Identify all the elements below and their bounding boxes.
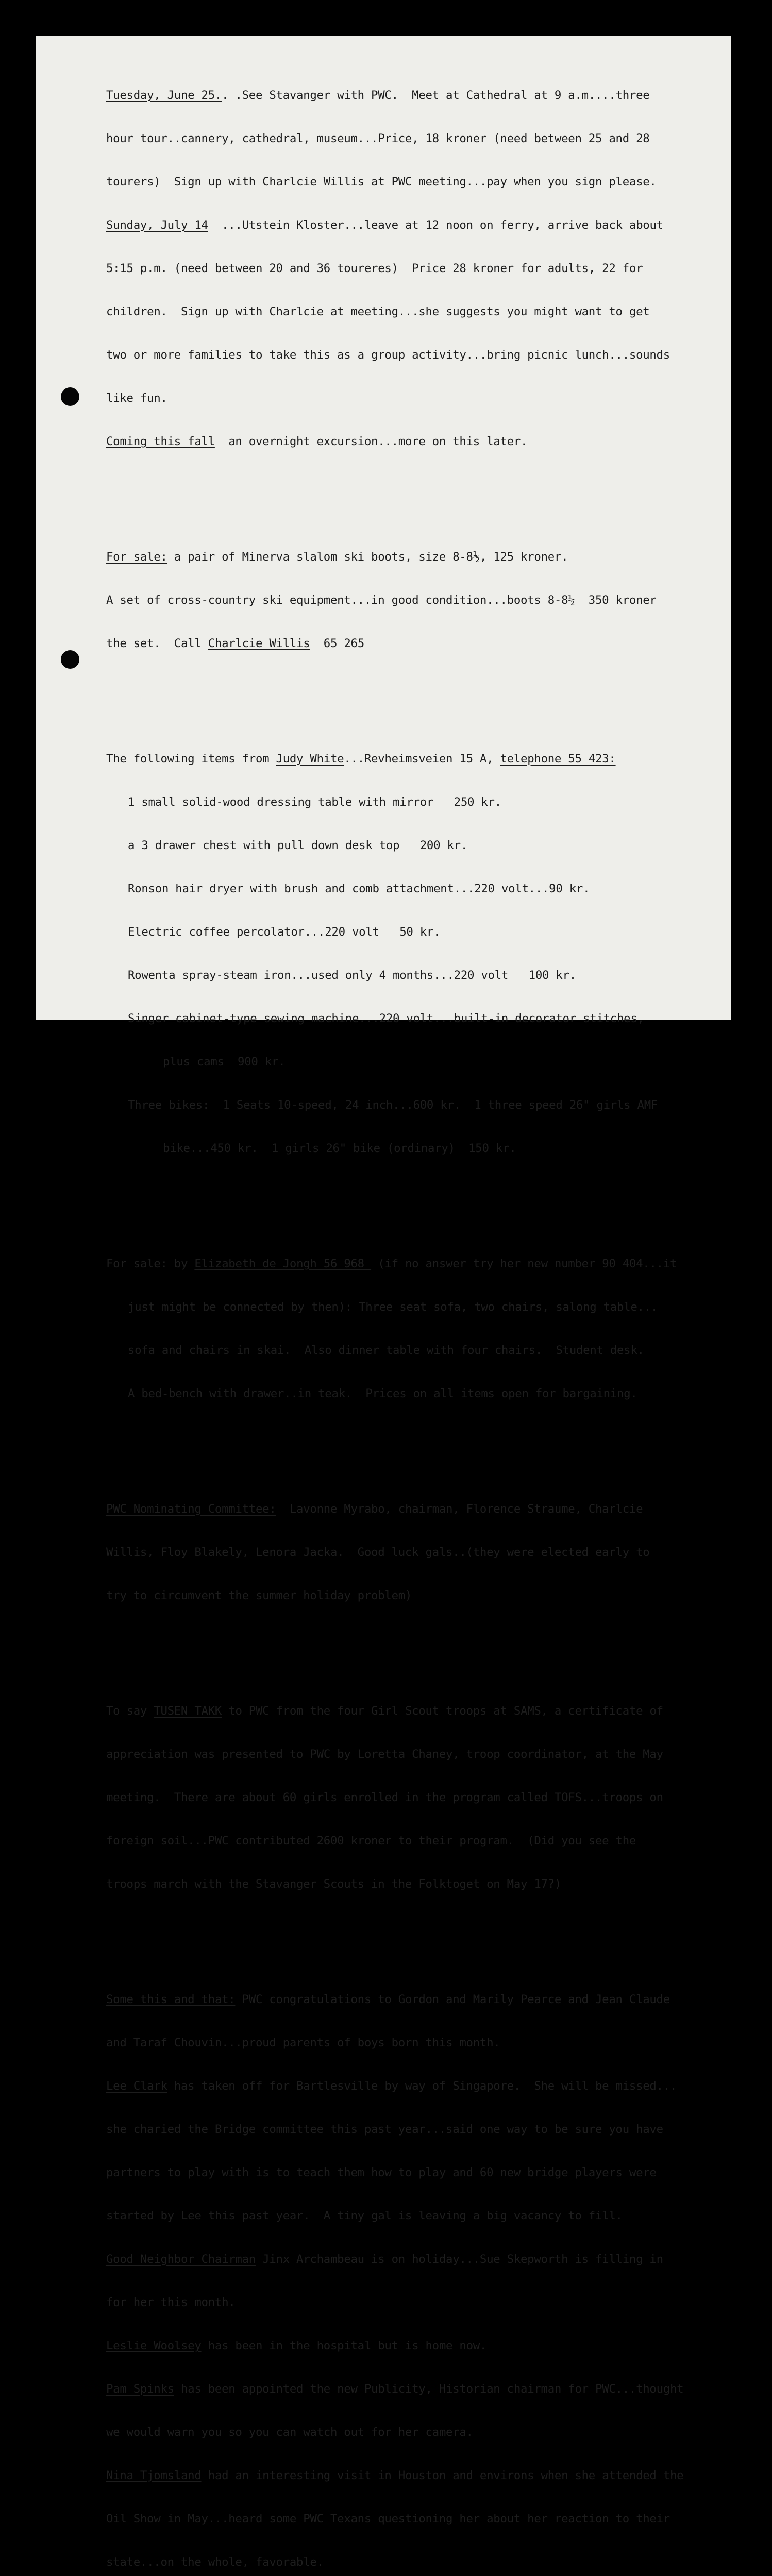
text-line: started by Lee this past year. A tiny gal is leaving a big vacancy to fill. (106, 2209, 623, 2223)
list-item-continuation: bike...450 kr. 1 girls 26" bike (ordinary) 150 kr. (163, 1142, 516, 1155)
punch-hole-bottom (61, 650, 79, 669)
list-item: Ronson hair dryer with brush and comb attachment...220 volt...90 kr. (128, 882, 590, 895)
text-line: Oil Show in May...heard some PWC Texans questioning her about her reaction to their (106, 2512, 670, 2526)
text-line: Lee Clark has taken off for Bartlesville by way of Singapore. She will be missed... (106, 2079, 677, 2093)
text-line: Sunday, July 14 ...Utstein Kloster...leave at 12 noon on ferry, arrive back about (106, 218, 663, 232)
text-line: 5:15 p.m. (need between 20 and 36 toureres) Price 28 kroner for adults, 22 for (106, 262, 643, 275)
contact-name: Judy White (276, 752, 344, 766)
heading-lee-clark: Lee Clark (106, 2079, 167, 2093)
text-line: sofa and chairs in skai. Also dinner table with four chairs. Student desk. (128, 1344, 644, 1357)
text-line: Tuesday, June 25.. .See Stavanger with PWC. Meet at Cathedral at 9 a.m....three (106, 89, 650, 102)
text-line: PWC Nominating Committee: Lavonne Myrabo, chairman, Florence Straume, Charlcie (106, 1502, 643, 1516)
text-line: To say TUSEN TAKK to PWC from the four Girl Scout troops at SAMS, a certificate of (106, 1704, 663, 1718)
text-line: Leslie Woolsey has been in the hospital but is home now. (106, 2339, 487, 2352)
text-line: appreciation was presented to PWC by Loretta Chaney, troop coordinator, at the May (106, 1748, 663, 1761)
text-line: partners to play with is to teach them how to play and 60 new bridge players were (106, 2166, 657, 2179)
text-line: Some this and that: PWC congratulations to Gordon and Marily Pearce and Jean Claude (106, 1993, 670, 2006)
document-page (36, 36, 731, 2569)
text-line: Nina Tjomsland had an interesting visit in Houston and environs when she attended the (106, 2469, 684, 2482)
text-line: foreign soil...PWC contributed 2600 kroner to their program. (Did you see the (106, 1834, 636, 1848)
heading-sunday: Sunday, July 14 (106, 218, 208, 232)
text-line: two or more families to take this as a group activity...bring picnic lunch...sounds (106, 348, 670, 362)
text-line: A bed-bench with drawer..in teak. Prices on all items open for bargaining. (128, 1387, 637, 1400)
text-line: meeting. There are about 60 girls enrolled in the program called TOFS...troops on (106, 1791, 663, 1804)
heading-leslie: Leslie Woolsey (106, 2339, 202, 2352)
list-item: Electric coffee percolator...220 volt 50 kr. (128, 925, 441, 939)
text-line: and Taraf Chouvin...proud parents of boys born this month. (106, 2036, 500, 2049)
text-line: The following items from Judy White...Revheimsveien 15 A, telephone 55 423: (106, 752, 616, 766)
text-line: Willis, Floy Blakely, Lenora Jacka. Good luck gals..(they were elected early to (106, 1546, 650, 1559)
list-item: Three bikes: 1 Seats 10-speed, 24 inch...600 kr. 1 three speed 26" girls AMF (128, 1098, 658, 1112)
contact-name: Elizabeth de Jongh 56 968 (194, 1257, 372, 1270)
text-line: the set. Call Charlcie Willis 65 265 (106, 637, 364, 650)
heading-pam: Pam Spinks (106, 2382, 174, 2396)
contact-telephone: telephone 55 423: (500, 752, 616, 766)
text-line: A set of cross-country ski equipment...in good condition...boots 8-8½ 350 kroner (106, 594, 657, 607)
text-line: state...on the whole, favorable. (106, 2555, 324, 2569)
text-line: tourers) Sign up with Charlcie Willis at PWC meeting...pay when you sign please. (106, 175, 657, 189)
text-line: we would warn you so you can watch out for her camera. (106, 2426, 473, 2439)
text-line: for her this month. (106, 2296, 236, 2309)
list-item: Rowenta spray-steam iron...used only 4 months...220 volt 100 kr. (128, 969, 576, 982)
list-item: Singer cabinet-type sewing machine...220 volt...built-in decorator stitches, (128, 1012, 644, 1025)
text-line: Pam Spinks has been appointed the new Publicity, Historian chairman for PWC...thought (106, 2382, 684, 2396)
list-item-continuation: plus cams 900 kr. (163, 1055, 286, 1069)
list-item: 1 small solid-wood dressing table with mirror 250 kr. (128, 795, 501, 809)
list-item: a 3 drawer chest with pull down desk top 200 kr. (128, 839, 468, 852)
text-line: just might be connected by then): Three seat sofa, two chairs, salong table... (128, 1300, 658, 1314)
heading-for-sale: For sale: (106, 550, 167, 564)
text-line: Good Neighbor Chairman Jinx Archambeau is on holiday...Sue Skepworth is filling in (106, 2252, 663, 2266)
heading-tuesday: Tuesday, June 25. (106, 89, 222, 102)
heading-good-neighbor: Good Neighbor Chairman (106, 2252, 256, 2266)
text-line: hour tour..cannery, cathedral, museum...Price, 18 kroner (need between 25 and 28 (106, 132, 650, 145)
heading-some: Some this and that: (106, 1993, 236, 2006)
text-line: troops march with the Stavanger Scouts in the Folktoget on May 17?) (106, 1877, 562, 1891)
punch-hole-top (61, 387, 79, 406)
text-line: For sale: a pair of Minerva slalom ski boots, size 8-8½, 125 kroner. (106, 550, 568, 564)
text-line: For sale: by Elizabeth de Jongh 56 968 (if no answer try her new number 90 404...it (106, 1257, 677, 1270)
text-line: children. Sign up with Charlcie at meeting...she suggests you might want to get (106, 305, 650, 318)
text-line: she charied the Bridge committee this past year...said one way to be sure you have (106, 2123, 663, 2136)
heading-nominating: PWC Nominating Committee: (106, 1502, 276, 1516)
term-tusen-takk: TUSEN TAKK (154, 1704, 222, 1718)
heading-coming-fall: Coming this fall (106, 435, 215, 448)
document-text (106, 45, 730, 2576)
text-line: try to circumvent the summer holiday problem) (106, 1589, 412, 1602)
text-line: Coming this fall an overnight excursion...more on this later. (106, 435, 528, 448)
heading-nina: Nina Tjomsland (106, 2469, 202, 2482)
contact-name: Charlcie Willis (208, 637, 310, 650)
text-line: like fun. (106, 392, 167, 405)
